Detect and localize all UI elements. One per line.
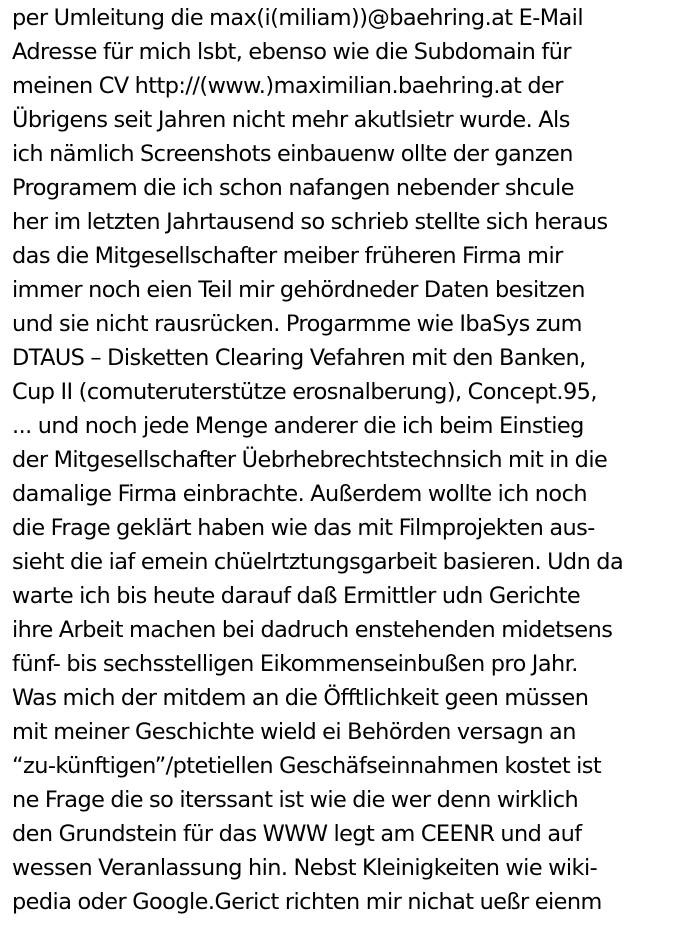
text-line-9: immer noch eien Teil mir gehördneder Daten besitzen bbox=[12, 277, 585, 303]
text-line-23: “zu-künftigen”/ptetiellen Geschäfseinnahmen kostet ist bbox=[12, 753, 602, 779]
text-line-18: warte ich bis heute darauf daß Ermittler udn Gerichte bbox=[12, 583, 581, 609]
text-line-26: wessen Veranlassung hin. Nebst Kleinigkeiten wie wiki- bbox=[12, 855, 598, 881]
text-line-6: Programem die ich schon nafangen nebender shcule bbox=[12, 175, 574, 201]
text-line-17: sieht die iaf emein chüelrtztungsgarbeit basieren. Udn da bbox=[12, 549, 624, 575]
document-page bbox=[12, 0, 680, 940]
text-line-10: und sie nicht rausrücken. Progarmme wie IbaSys zum bbox=[12, 311, 582, 337]
text-line-5: ich nämlich Screenshots einbauenw ollte der ganzen bbox=[12, 141, 573, 167]
text-line-4: Übrigens seit Jahren nicht mehr akutlsietr wurde. Als bbox=[12, 107, 570, 133]
text-line-2: Adresse für mich lsbt, ebenso wie die Subdomain für bbox=[12, 39, 572, 65]
text-line-22: mit meiner Geschichte wield ei Behörden versagn an bbox=[12, 719, 576, 745]
text-line-11: DTAUS – Disketten Clearing Vefahren mit den Banken, bbox=[12, 345, 586, 371]
text-line-12: Cup II (comuteruterstütze erosnalberung), Concept.95, bbox=[12, 379, 597, 405]
text-line-7: her im letzten Jahrtausend so schrieb stellte sich heraus bbox=[12, 209, 608, 235]
text-line-14: der Mitgesellschafter Üebrhebrechtstechnsich mit in die bbox=[12, 447, 608, 473]
text-line-19: ihre Arbeit machen bei dadruch enstehenden midetsens bbox=[12, 617, 613, 643]
text-line-3: meinen CV http://(www.)maximilian.baehring.at der bbox=[12, 73, 563, 99]
text-line-1: per Umleitung die max(i(miliam))@baehring.at E-Mail bbox=[12, 5, 584, 31]
text-line-24: ne Frage die so iterssant ist wie die wer denn wirklich bbox=[12, 787, 579, 813]
text-line-13: ... und noch jede Menge anderer die ich beim Einstieg bbox=[12, 413, 584, 439]
text-line-27: pedia oder Google.Gerict richten mir nichat ueßr eienm bbox=[12, 889, 602, 915]
text-line-8: das die Mitgesellschafter meiber früheren Firma mir bbox=[12, 243, 563, 269]
text-line-16: die Frage geklärt haben wie das mit Filmprojekten aus- bbox=[12, 515, 595, 541]
text-line-15: damalige Firma einbrachte. Außerdem wollte ich noch bbox=[12, 481, 587, 507]
text-line-25: den Grundstein für das WWW legt am CEENR und auf bbox=[12, 821, 582, 847]
text-line-21: Was mich der mitdem an die Öfftlichkeit geen müssen bbox=[12, 685, 589, 711]
text-line-20: fünf- bis sechsstelligen Eikommenseinbußen pro Jahr. bbox=[12, 651, 578, 677]
